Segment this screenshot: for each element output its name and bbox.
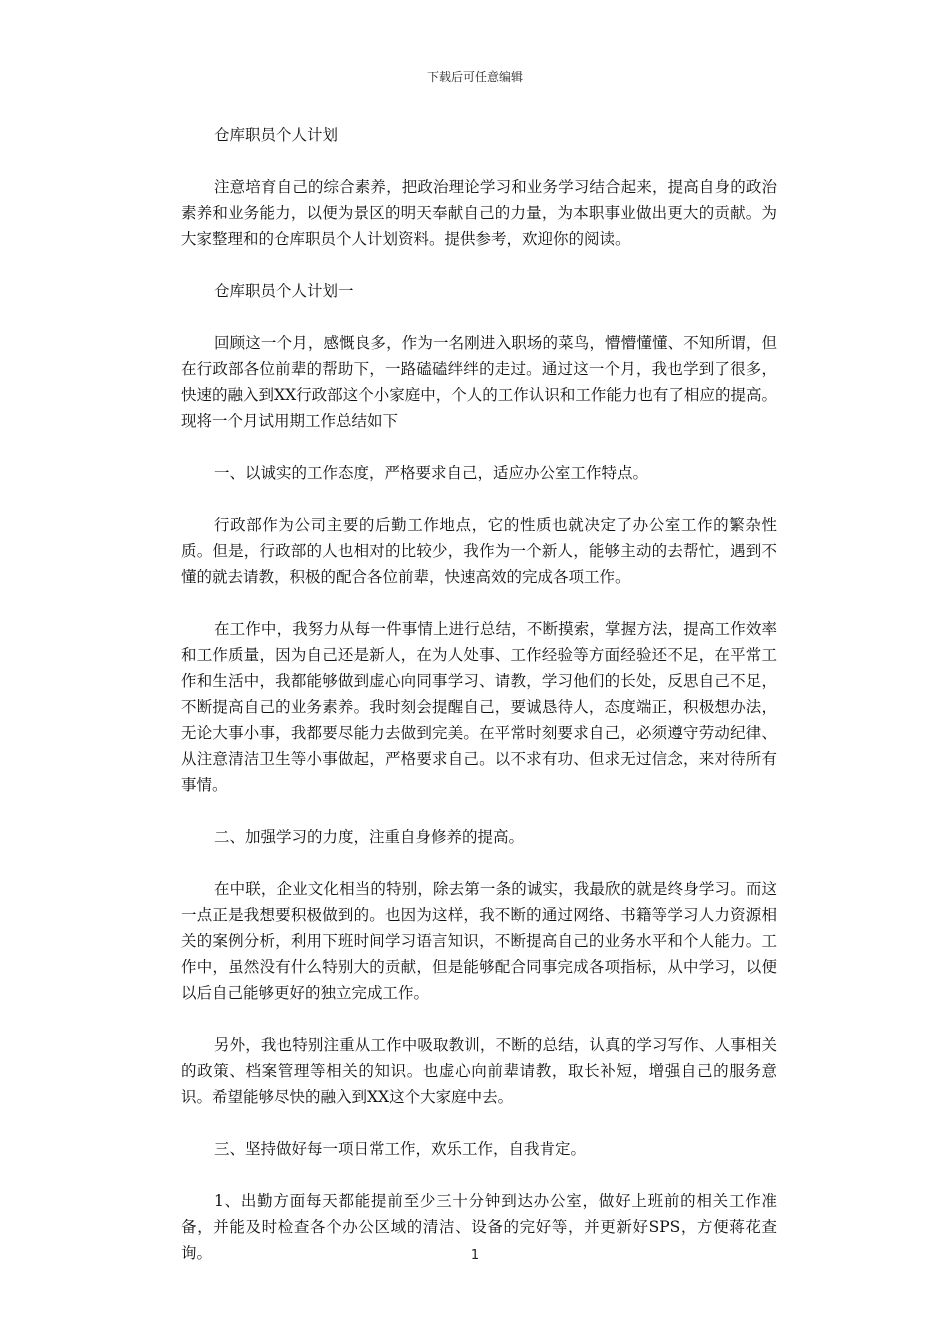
- body-paragraph: 在中联，企业文化相当的特别，除去第一条的诚实，我最欣的就是终身学习。而这一点正是我想要积极做到的。也因为这样，我不断的通过网络、书籍等学习人力资源相关的案例分析，利用下班时间学习语言知识，不断提高自己的业务水平和个人能力。工作中，虽然没有什么特别大的贡献，但是能够配合同事完成各项指标，从中学习，以便以后自己能够更好的独立完成工作。: [181, 880, 777, 1002]
- subheading-1: 一、以诚实的工作态度，严格要求自己，适应办公室工作特点。: [214, 464, 649, 482]
- page-number: 1: [470, 1248, 480, 1263]
- subheading-3: 三、坚持做好每一项日常工作，欢乐工作，自我肯定。: [214, 1140, 587, 1158]
- body-paragraph: 行政部作为公司主要的后勤工作地点，它的性质也就决定了办公室工作的繁杂性质。但是，行政部的人也相对的比较少，我作为一个新人，能够主动的去帮忙，遇到不懂的就去请教，积极的配合各位前辈，快速高效的完成各项工作。: [181, 516, 777, 586]
- body-paragraph: 1、出勤方面每天都能提前至少三十分钟到达办公室，做好上班前的相关工作准备，并能及时检查各个办公区域的清洁、设备的完好等，并更新好SPS，方便蒋花查询。: [181, 1192, 777, 1262]
- body-paragraph: 在工作中，我努力从每一件事情上进行总结，不断摸索，掌握方法，提高工作效率和工作质量，因为自己还是新人，在为人处事、工作经验等方面经验还不足，在平常工作和生活中，我都能够做到虚心向同事学习、请教，学习他们的长处，反思自己不足，不断提高自己的业务素养。我时刻会提醒自己，要诚恳待人，态度端正，积极想办法，无论大事小事，我都要尽能力去做到完美。在平常时刻要求自己，必须遵守劳动纪律、从注意清洁卫生等小事做起，严格要求自己。以不求有功、但求无过信念，来对待所有事情。: [181, 620, 777, 794]
- intro-paragraph: 注意培育自己的综合素养，把政治理论学习和业务学习结合起来，提高自身的政治素养和业务能力，以便为景区的明天奉献自己的力量，为本职事业做出更大的贡献。为大家整理和的仓库职员个人计划资料。提供参考，欢迎你的阅读。: [181, 178, 777, 248]
- body-paragraph: 回顾这一个月，感慨良多，作为一名刚进入职场的菜鸟，懵懵懂懂、不知所谓，但在行政部各位前辈的帮助下，一路磕磕绊绊的走过。通过这一个月，我也学到了很多，快速的融入到XX行政部这个小家庭中，个人的工作认识和工作能力也有了相应的提高。现将一个月试用期工作总结如下: [181, 334, 777, 430]
- subheading-2: 二、加强学习的力度，注重自身修养的提高。: [214, 828, 525, 846]
- page-header: 下载后可任意编辑: [426, 70, 523, 84]
- body-paragraph: 另外，我也特别注重从工作中吸取教训，不断的总结，认真的学习写作、人事相关的政策、档案管理等相关的知识。也虚心向前辈请教，取长补短，增强自己的服务意识。希望能够尽快的融入到XX这个大家庭中去。: [181, 1036, 777, 1106]
- document-body: [181, 122, 777, 1292]
- section-heading: 仓库职员个人计划一: [214, 282, 354, 300]
- document-title: 仓库职员个人计划: [214, 126, 339, 144]
